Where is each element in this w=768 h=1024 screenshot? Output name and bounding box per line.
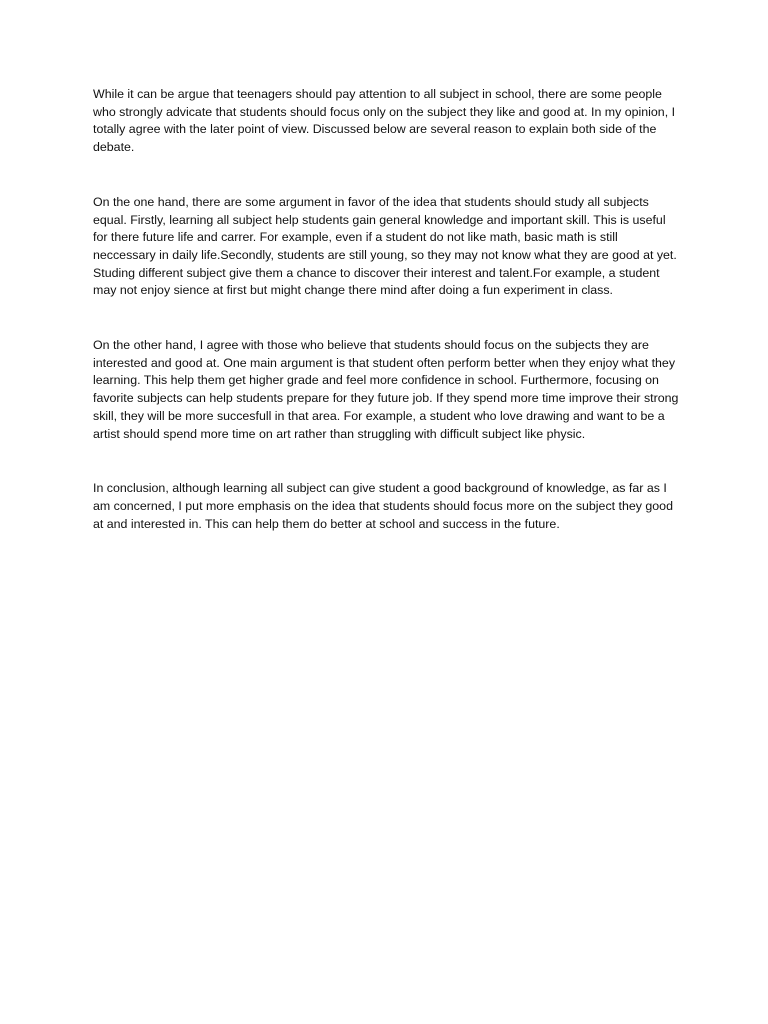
- paragraph-introduction: While it can be argue that teenagers should pay attention to all subject in school, there are some people who strongly advicate that students should focus only on the subject they like and good at. In my opinion, I totally agree with the later point of view. Discussed below are several reason to explain both side of the debate.: [93, 87, 676, 155]
- paragraph-conclusion: In conclusion, although learning all subject can give student a good background of knowledge, as far as I am concerned, I put more emphasis on the idea that students should focus more on the subject they good at and interested in. This can help them do better at school and success in the future.: [93, 481, 673, 531]
- paragraph-body-two: On the other hand, I agree with those who believe that students should focus on the subjects they are interested and good at. One main argument is that student often perform better when they enjoy what they learning. This help them get higher grade and feel more confidence in school. Furthermore, focusing on favorite subjects can help students prepare for they future job. If they spend more time improve their strong skill, they will be more succesfull in that area. For example, a student who love drawing and want to be a artist should spend more time on art rather than struggling with difficult subject like physic.: [93, 338, 679, 441]
- document-body: [93, 86, 683, 533]
- paragraph-body-one: On the one hand, there are some argument in favor of the idea that students should study all subjects equal. Firstly, learning all subject help students gain general knowledge and important skill. This is useful for there future life and carrer. For example, even if a student do not like math, basic math is still neccessary in daily life.Secondly, students are still young, so they may not know what they are good at yet. Studing different subject give them a chance to discover their interest and talent.For example, a student may not enjoy sience at first but might change there mind after doing a fun experiment in class.: [93, 194, 677, 298]
